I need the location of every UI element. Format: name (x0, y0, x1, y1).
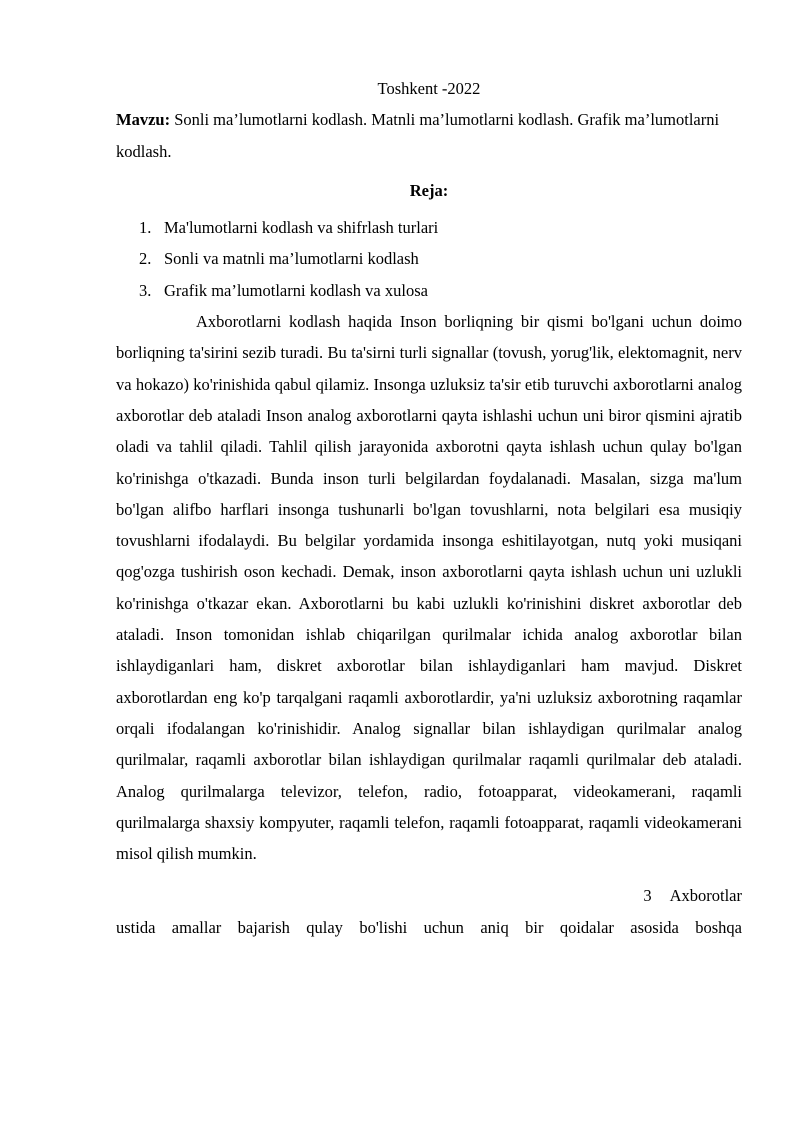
plan-item (139, 243, 742, 274)
subject-line (116, 104, 742, 167)
plan-item-text: Ma'lumotlarni kodlash va shifrlash turlari (164, 218, 439, 238)
plan-list (116, 212, 742, 306)
plan-item-number: 3. (139, 280, 152, 300)
body-paragraph: Axborotlarni kodlash haqida Inson borliqning bir qismi bo'lgani uchun doimo borliqning ta'sirini sezib turadi. Bu ta'sirni turli signallar (tovush, yorug'lik, elektomagnit, nerv va hokazo) ko'rinishida qabul qilamiz. Insonga uzluksiz ta'sir etib turuvchi axborotlarni analog axborotlar deb ataladi Inson analog axborotlarni qayta ishlashi uchun uni biror qismini ajratib oladi va tahlil qiladi. Tahlil qilish jarayonida axborotni qayta ishlash uchun qulay bo'lgan ko'rinishga o'tkazadi. Bunda inson turli belgilardan foydalanadi. Masalan, sizga ma'lum bo'lgan alifbo harflari insonga tushunarli bo'lgan tovushlarni, nota belgilari esa musiqiy tovushlarni ifodalaydi. Bu belgilar yordamida insonga eshitilayotgan, nutq yoki musiqani qog'ozga tushirish oson kechadi. Demak, inson axborotlarni qayta ishlash uchun uni uzlukli ko'rinishga o'tkazar ekan. Axborotlarni bu kabi uzlukli ko'rinishini diskret axborotlar deb ataladi. Inson tomonidan ishlab chiqarilgan qurilmalar ichida analog axborotlar bilan ishlaydiganlari ham, diskret axborotlar bilan ishlaydiganlari ham mavjud. Diskret axborotlardan eng ko'p tarqalgani raqamli axborotlardir, ya'ni uzluksiz axborotning raqamlar orqali ifodalangan ko'rinishidir. Analog signallar bilan ishlaydigan qurilmalar analog qurilmalar, raqamli axborotlar bilan ishlaydigan qurilmalar raqamli qurilmalar deb ataladi. Analog qurilmalarga televizor, telefon, radio, fotoapparat, videokamerani, raqamli qurilmalarga shaxsiy kompyuter, raqamli telefon, raqamli fotoapparat, raqamli videokamerani misol qilish mumkin. (116, 312, 742, 864)
plan-item-text: Grafik ma’lumotlarni kodlash va xulosa (164, 280, 428, 300)
subject-label: Mavzu: (116, 110, 171, 130)
section-heading-word: Axborotlar (669, 886, 742, 906)
city-year-text: Toshkent -2022 (377, 79, 481, 98)
page-number: 3 (643, 886, 652, 906)
plan-item (139, 275, 742, 306)
plan-item (139, 212, 742, 243)
document-page (116, 73, 742, 943)
plan-item-number: 2. (139, 249, 152, 269)
page-number-line (116, 880, 742, 911)
subject-text: Sonli ma’lumotlarni kodlash. Matnli ma’lumotlarni kodlash. Grafik ma’lumotlarni kodlash. (116, 110, 720, 161)
plan-item-text: Sonli va matnli ma’lumotlarni kodlash (164, 249, 419, 269)
plan-title: Reja: (409, 180, 449, 200)
plan-item-number: 1. (139, 218, 152, 238)
continuation-line: ustida amallar bajarish qulay bo'lishi uchun aniq bir qoidalar asosida boshqa (116, 917, 742, 937)
city-year-heading (116, 73, 742, 104)
